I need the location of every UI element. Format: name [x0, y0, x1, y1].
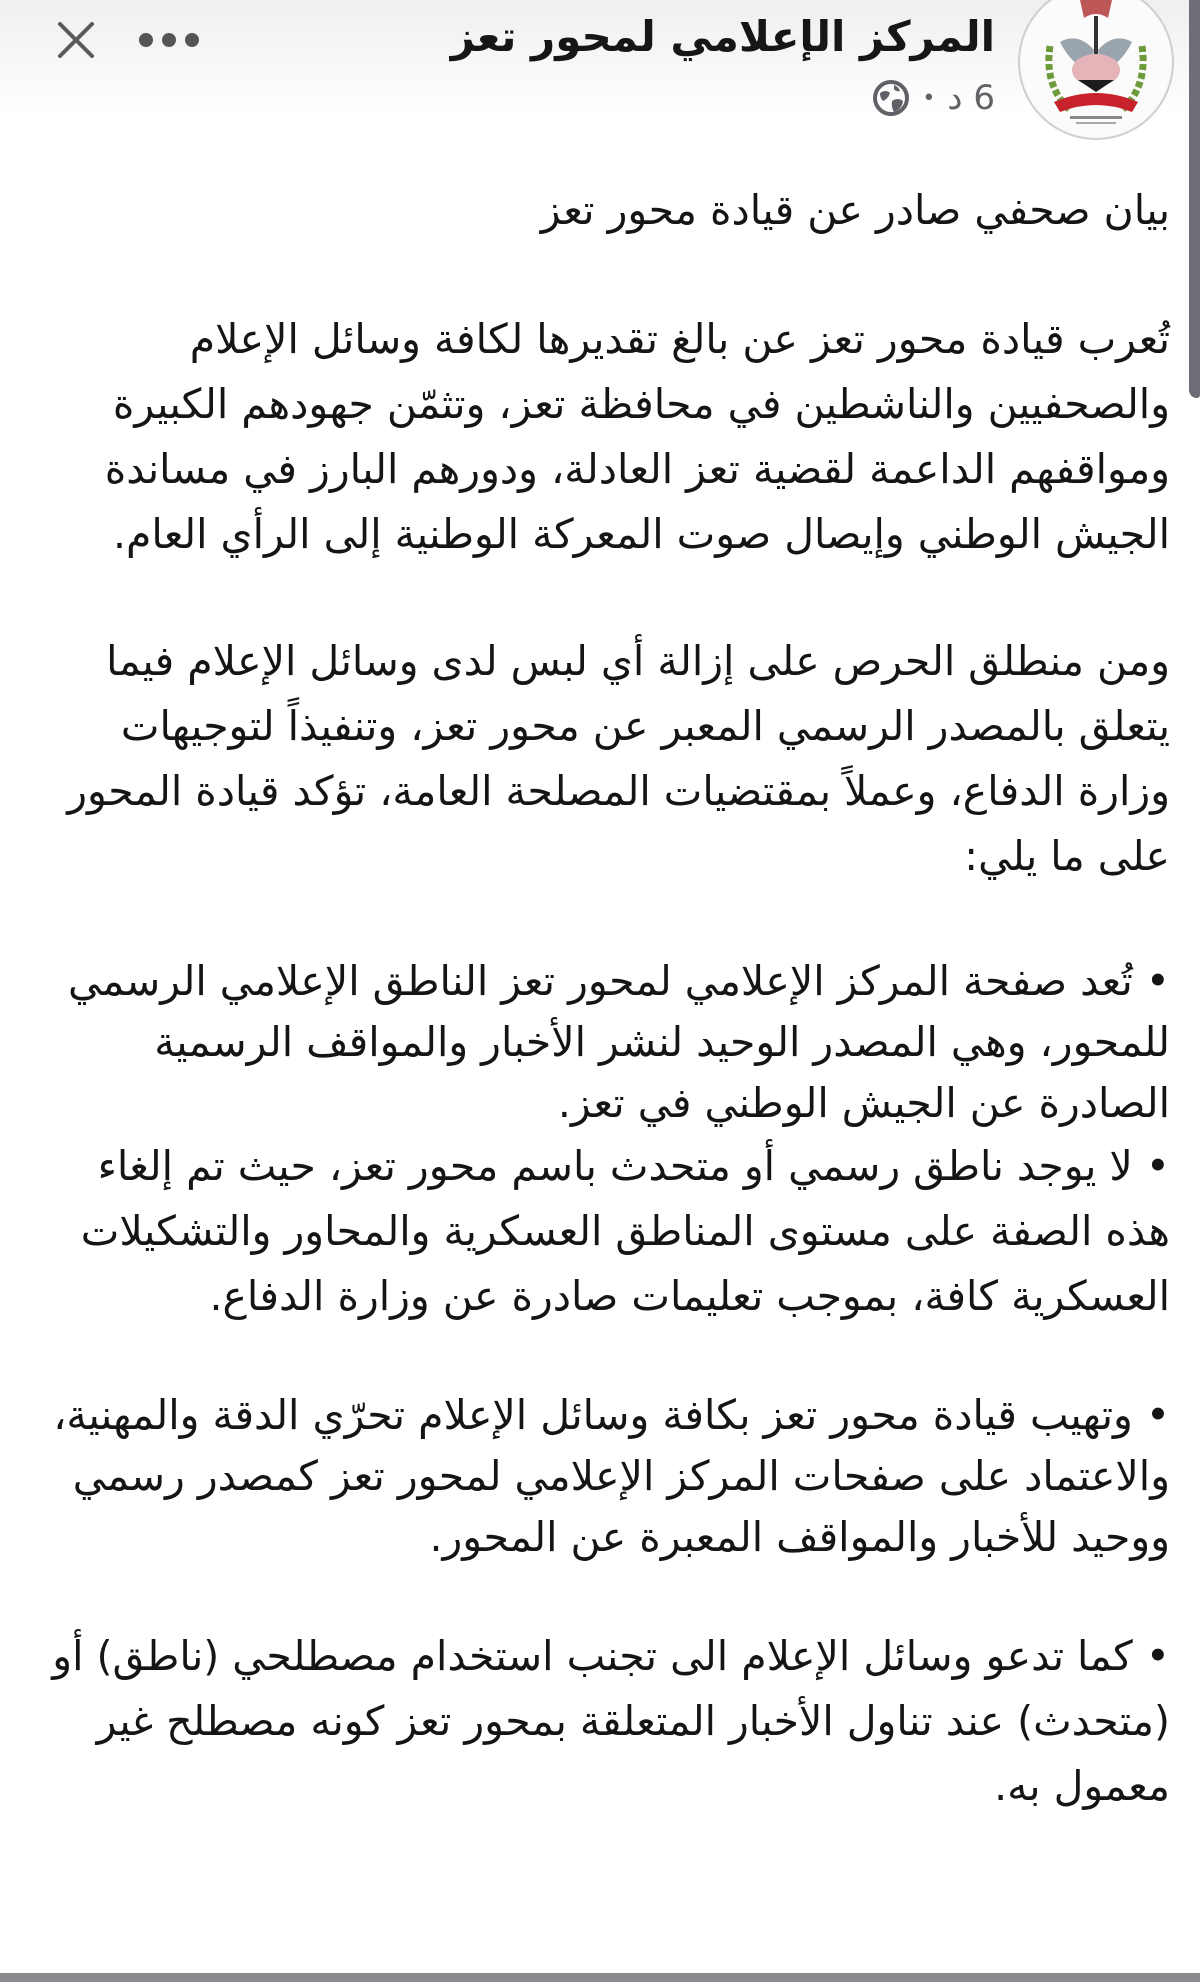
post-bullet: • وتهيب قيادة محور تعز بكافة وسائل الإعلام تحرّي الدقة والمهنية، والاعتماد على صفحات المركز الإعلامي لمحور تعز كمصدر رسمي ووحيد للأخبار والمواقف المعبرة عن المحور. [53, 1391, 1170, 1561]
scrollbar-thumb[interactable] [1189, 0, 1200, 398]
meta-separator: • [922, 85, 936, 111]
post-bullet: • لا يوجد ناطق رسمي أو متحدث باسم محور تعز، حيث تم إلغاء هذه الصفة على مستوى المناطق العسكرية والمحاور والتشكيلات العسكرية كافة، بموجب تعليمات صادرة عن وزارة الدفاع. [80, 1142, 1170, 1320]
page-name-link[interactable]: المركز الإعلامي لمحور تعز [450, 12, 995, 61]
page-logo-emblem-icon [1020, 0, 1172, 138]
post-body [50, 178, 1170, 1819]
post-header [0, 0, 1200, 150]
post-timestamp[interactable]: 6 د [947, 78, 995, 118]
post-paragraph: تُعرب قيادة محور تعز عن بالغ تقديرها لكافة وسائل الإعلام والصحفيين والناشطين في محافظة تعز، وتثمّن جهودهم الكبيرة ومواقفهم الداعمة لقضية تعز العادلة، ودورهم البارز في مساندة الجيش الوطني وإيصال صوت المعركة الوطنية إلى الرأي العام. [104, 315, 1170, 558]
more-options-button[interactable] [136, 22, 208, 58]
post-bullet: • كما تدعو وسائل الإعلام الى تجنب استخدام مصطلحي (ناطق) أو (متحدث) عند تناول الأخبار المتعلقة بمحور تعز كونه مصطلح غير معمول به. [52, 1632, 1170, 1810]
post-title: بيان صحفي صادر عن قيادة محور تعز [540, 186, 1170, 234]
post-meta [872, 76, 995, 120]
bottom-divider [0, 1973, 1200, 1982]
post-paragraph: ومن منطلق الحرص على إزالة أي لبس لدى وسائل الإعلام فيما يتعلق بالمصدر الرسمي المعبر عن محور تعز، وتنفيذاً لتوجيهات وزارة الدفاع، وعملاً بمقتضيات المصلحة العامة، تؤكد قيادة المحور على ما يلي: [67, 637, 1170, 880]
globe-icon[interactable] [872, 79, 910, 117]
post-bullet: • تُعد صفحة المركز الإعلامي لمحور تعز الناطق الإعلامي الرسمي للمحور، وهي المصدر الوحيد لنشر الأخبار والمواقف الرسمية الصادرة عن الجيش الوطني في تعز. [68, 957, 1170, 1127]
more-horizontal-icon [136, 22, 208, 58]
page-avatar[interactable] [1018, 0, 1174, 140]
close-button[interactable] [52, 16, 100, 64]
close-icon [52, 16, 100, 64]
